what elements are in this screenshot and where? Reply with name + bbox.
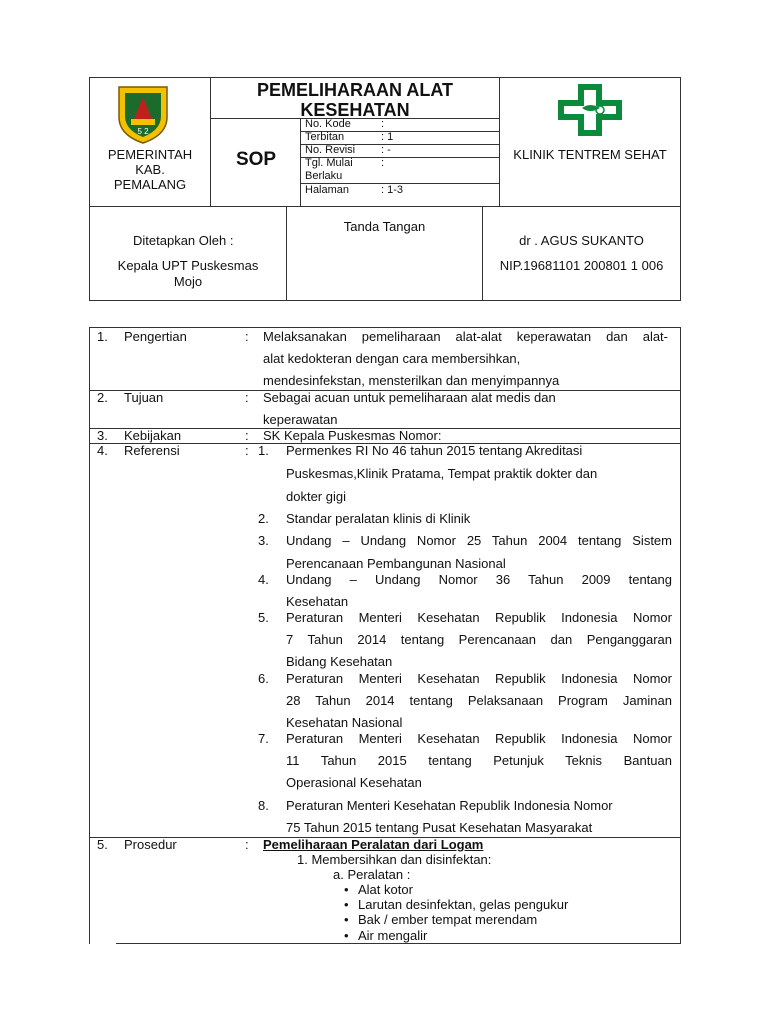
- meta-label: Berlaku: [305, 170, 343, 182]
- procedure-step: 1. Membersihkan dan disinfektan:: [297, 852, 492, 867]
- equipment-bullet: • Alat kotor: [358, 882, 413, 898]
- row-label: Kebijakan: [124, 428, 182, 443]
- meta-label: Halaman: [305, 184, 350, 196]
- document-title: PEMELIHARAAN ALAT: [257, 80, 453, 100]
- reference-line: Kesehatan Nasional: [286, 715, 403, 730]
- purpose-line: keperawatan: [263, 412, 338, 427]
- head-title: Mojo: [173, 274, 203, 289]
- org-line: PEMALANG: [113, 177, 187, 192]
- reference-line: Undang – Undang Nomor 25 Tahun 2004 tentang Sistem: [286, 533, 672, 548]
- reference-number: 4.: [258, 572, 269, 587]
- reference-line: 11 Tahun 2015 tentang Petunjuk Teknis Bantuan: [286, 753, 672, 768]
- row-number: 2.: [97, 390, 108, 405]
- reference-number: 3.: [258, 533, 269, 548]
- row-label: Referensi: [124, 443, 180, 458]
- clinic-name: KLINIK TENTREM SEHAT: [513, 147, 667, 162]
- reference-line: Permenkes RI No 46 tahun 2015 tentang Akreditasi: [286, 443, 583, 458]
- signer-nip: NIP.19681101 200801 1 006: [499, 258, 664, 273]
- reference-line: Bidang Kesehatan: [286, 654, 393, 669]
- clinic-cross-logo: [556, 82, 624, 138]
- established-by: Ditetapkan Oleh :: [133, 233, 234, 248]
- meta-label: Terbitan: [305, 131, 345, 143]
- reference-number: 7.: [258, 731, 269, 746]
- reference-line: dokter gigi: [286, 489, 346, 504]
- reference-number: 6.: [258, 671, 269, 686]
- reference-line: Puskesmas,Klinik Pratama, Tempat praktik dokter dan: [286, 466, 598, 481]
- row-label: Pengertian: [124, 329, 187, 344]
- definition-line: mendesinfekstan, mensterilkan dan menyimpannya: [263, 373, 560, 388]
- reference-line: Peraturan Menteri Kesehatan Republik Indonesia Nomor: [286, 671, 672, 686]
- org-line: PEMERINTAH: [107, 147, 193, 162]
- sop-label: SOP: [235, 149, 277, 170]
- row-number: 1.: [97, 329, 108, 344]
- signer-name: dr . AGUS SUKANTO: [519, 233, 644, 248]
- equipment-bullet: • Larutan desinfektan, gelas pengukur: [358, 897, 568, 913]
- reference-line: Peraturan Menteri Kesehatan Republik Indonesia Nomor: [286, 610, 672, 625]
- document-title: KESEHATAN: [300, 100, 410, 120]
- meta-label: No. Revisi: [305, 144, 356, 156]
- row-label: Prosedur: [124, 837, 177, 852]
- purpose-line: Sebagai acuan untuk pemeliharaan alat medis dan: [263, 390, 556, 405]
- row-separator: :: [245, 837, 249, 852]
- meta-label: Tgl. Mulai: [305, 157, 353, 169]
- row-separator: :: [245, 428, 249, 443]
- definition-line: Melaksanakan pemeliharaan alat-alat keperawatan dan alat-: [263, 329, 668, 344]
- reference-line: Standar peralatan klinis di Klinik: [286, 511, 471, 526]
- meta-value: : 1: [381, 131, 394, 143]
- reference-line: Operasional Kesehatan: [286, 775, 422, 790]
- reference-line: Perencanaan Pembangunan Nasional: [286, 556, 506, 571]
- equipment-bullet: • Air mengalir: [358, 928, 427, 944]
- reference-number: 8.: [258, 798, 269, 813]
- row-number: 4.: [97, 443, 108, 458]
- svg-text:5 2: 5 2: [137, 127, 149, 136]
- head-title: Kepala UPT Puskesmas: [117, 258, 259, 273]
- reference-line: 7 Tahun 2014 tentang Perencanaan dan Penganggaran: [286, 632, 672, 647]
- meta-value: :: [381, 118, 385, 130]
- meta-value: :: [381, 157, 385, 169]
- meta-label: No. Kode: [305, 118, 351, 130]
- reference-number: 5.: [258, 610, 269, 625]
- pemalang-seal-logo: [115, 83, 171, 145]
- policy-line: SK Kepala Puskesmas Nomor:: [263, 428, 442, 443]
- reference-line: Peraturan Menteri Kesehatan Republik Indonesia Nomor: [286, 731, 672, 746]
- meta-value: : 1-3: [381, 184, 404, 196]
- row-number: 5.: [97, 837, 108, 852]
- reference-line: Undang – Undang Nomor 36 Tahun 2009 tentang: [286, 572, 672, 587]
- reference-number: 2.: [258, 511, 269, 526]
- row-label: Tujuan: [124, 390, 164, 405]
- definition-line: alat kedokteran dengan cara membersihkan,: [263, 351, 521, 366]
- row-separator: :: [245, 329, 249, 344]
- procedure-heading: Pemeliharaan Peralatan dari Logam: [263, 837, 484, 852]
- reference-line: 28 Tahun 2014 tentang Pelaksanaan Program Jaminan: [286, 693, 672, 708]
- org-line: KAB.: [135, 162, 165, 177]
- meta-value: : -: [381, 144, 391, 156]
- row-separator: :: [245, 443, 249, 458]
- row-separator: :: [245, 390, 249, 405]
- reference-line: Peraturan Menteri Kesehatan Republik Indonesia Nomor: [286, 798, 613, 813]
- signature-label: Tanda Tangan: [343, 219, 426, 234]
- equipment-bullet: • Bak / ember tempat merendam: [358, 912, 537, 928]
- row-number: 3.: [97, 428, 108, 443]
- reference-line: 75 Tahun 2015 tentang Pusat Kesehatan Masyarakat: [286, 820, 593, 835]
- reference-number: 1.: [258, 443, 269, 458]
- procedure-substep: a. Peralatan :: [333, 867, 411, 882]
- reference-line: Kesehatan: [286, 594, 349, 609]
